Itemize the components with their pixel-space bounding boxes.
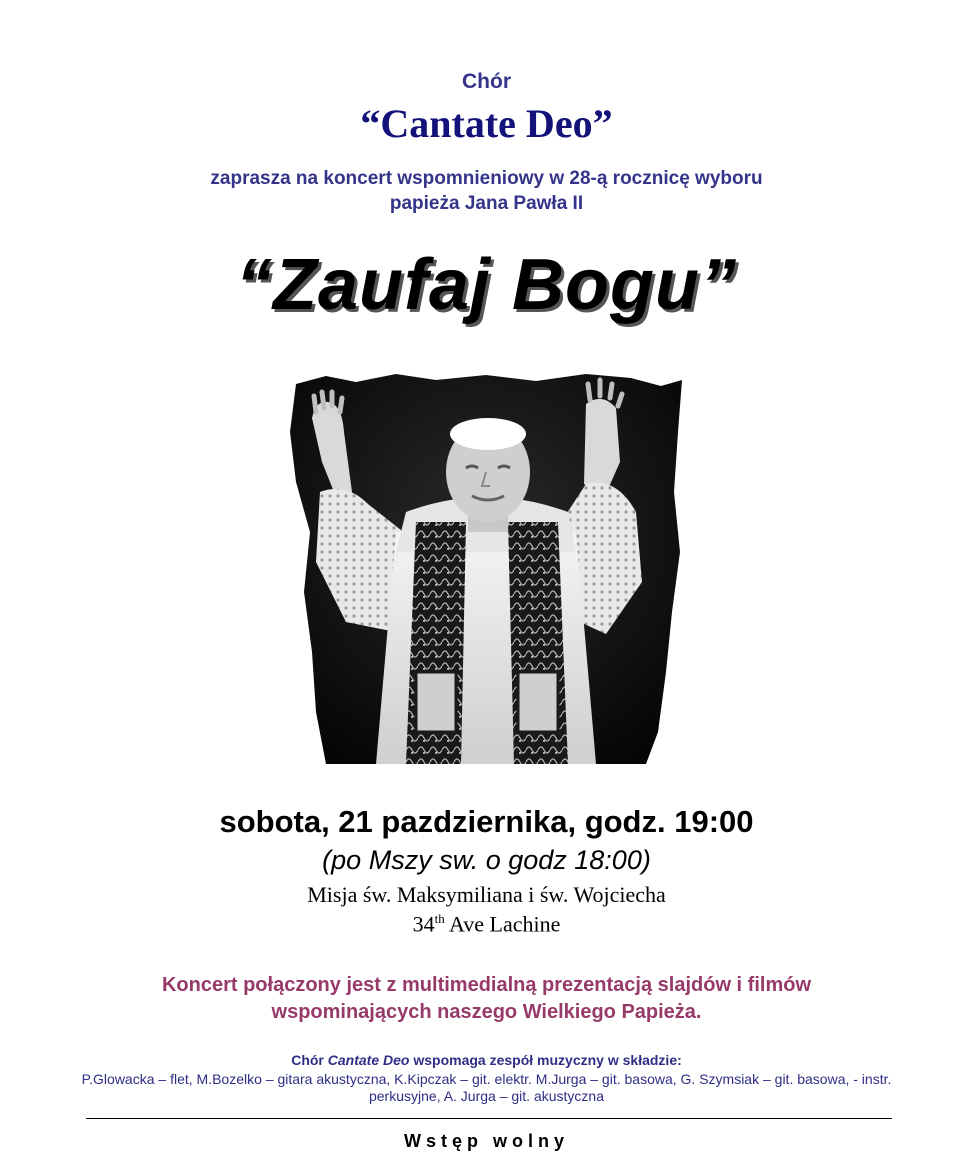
invitation-text [0,166,973,216]
address-number: 34 [412,911,435,937]
mass-time-note: (po Mszy sw. o godz 18:00) [322,845,651,875]
divider [86,1118,892,1119]
invitation-line-1: zaprasza na koncert wspomnieniowy w 28-ą rocznicę wyboru [210,168,763,189]
concert-title: “Zaufaj Bogu” [236,245,737,325]
band-heading-suffix: wspomaga zespół muzyczny w składzie: [409,1052,682,1068]
concert-description-line-1: Koncert połączony jest z multimedialną prezentacją slajdów i filmów [161,974,812,996]
venue-address [0,911,973,937]
band-members: P.Glowacka – flet, M.Bozelko – gitara akustyczna, K.Kipczak – git. elektr. M.Jurga – git. basowa, G. Szymsiak – git. basowa, - instr. perkusyjne, A. Jurga – git. akustyczna [81,1071,892,1104]
choir-name: “Cantate Deo” [360,101,613,146]
concert-description [0,972,973,1026]
choir-label: Chór [462,70,511,93]
invitation-line-2: papieża Jana Pawła II [389,193,584,214]
venue-name: Misja św. Maksymiliana i św. Wojciecha [307,882,666,907]
address-street: Ave Lachine [444,911,561,937]
event-date-time: sobota, 21 pazdziernika, godz. 19:00 [219,804,754,839]
band-heading [0,1052,973,1068]
band-heading-choir-name: Cantate Deo [327,1052,410,1068]
address-ordinal-suffix: th [434,911,445,926]
free-admission: Wstęp wolny [403,1131,569,1151]
band-heading-prefix: Chór [291,1052,328,1068]
concert-description-line-2: wspominających naszego Wielkiego Papieża. [271,1001,702,1023]
pope-blessing-photo-icon [286,372,686,764]
pope-photo [286,372,686,764]
